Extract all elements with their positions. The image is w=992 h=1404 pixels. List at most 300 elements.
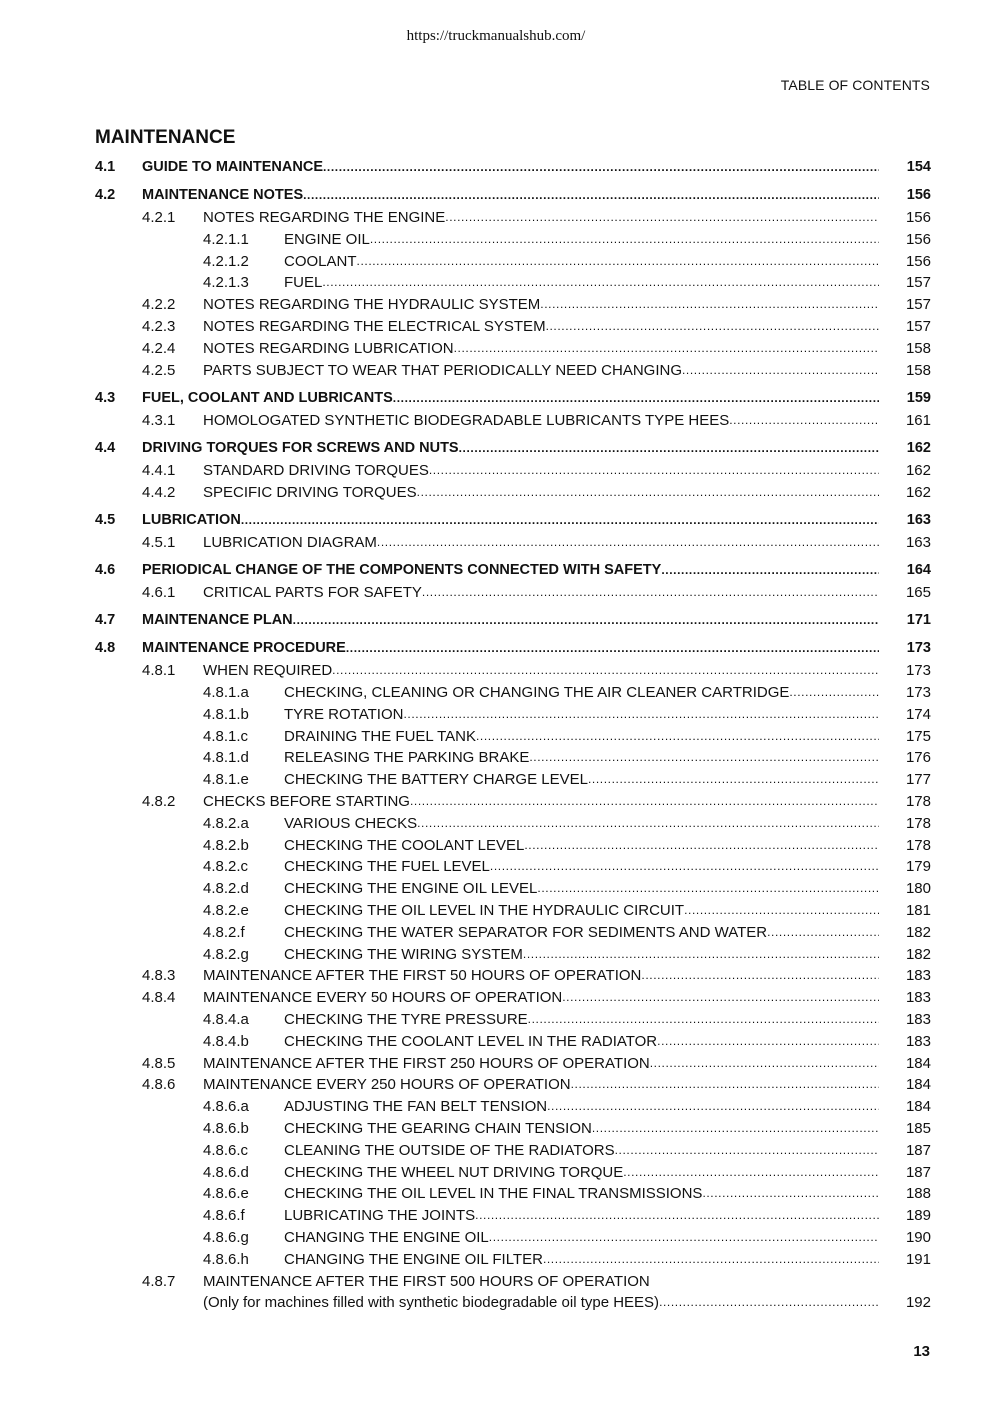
dot-leader [528, 1009, 879, 1031]
toc-entry[interactable] [95, 438, 931, 460]
toc-entry-page: 163 [905, 533, 931, 551]
toc-entry-leader [284, 704, 879, 726]
toc-entry-title: CRITICAL PARTS FOR SAFETY [203, 583, 422, 601]
toc-entry[interactable] [95, 1271, 931, 1315]
toc-entry-leader [284, 1031, 879, 1053]
toc-entry-leader [142, 638, 879, 660]
toc-entry-page: 173 [906, 640, 931, 657]
toc-entry-title: NOTES REGARDING THE ELECTRICAL SYSTEM [203, 318, 546, 336]
toc-entry-title: FUEL, COOLANT AND LUBRICANTS [142, 389, 393, 406]
dot-leader [370, 229, 879, 251]
toc-entry[interactable] [95, 1183, 931, 1205]
toc-entry-page: 156 [905, 209, 931, 227]
dot-leader [523, 944, 879, 966]
dot-leader [615, 1140, 879, 1162]
dot-leader [377, 532, 879, 554]
toc-entry[interactable] [95, 747, 931, 769]
toc-entry-page: 184 [905, 1054, 931, 1072]
dot-leader [393, 388, 879, 410]
toc-entry-page: 174 [905, 705, 931, 723]
toc-entry-leader [142, 185, 879, 207]
section-title: MAINTENANCE [95, 127, 236, 148]
toc-entry-leader [284, 1140, 879, 1162]
toc-entry-title: CHECKING THE BATTERY CHARGE LEVEL [284, 771, 588, 789]
toc-entry-page: 157 [905, 296, 931, 314]
dot-leader [650, 1053, 879, 1075]
toc-entry[interactable] [95, 987, 931, 1009]
toc-entry-page: 187 [905, 1141, 931, 1159]
toc-entry[interactable] [95, 1249, 931, 1271]
toc-entry[interactable] [95, 251, 931, 273]
toc-entry-leader [284, 747, 879, 769]
toc-entry-leader [284, 856, 879, 878]
toc-entry-leader [203, 460, 879, 482]
toc-entry-leader [203, 987, 879, 1009]
dot-leader [641, 965, 879, 987]
toc-entry-page: 184 [905, 1098, 931, 1116]
dot-leader [623, 1162, 879, 1184]
toc-entry-number: 4.8.1.e [203, 771, 249, 789]
toc-entry-leader [284, 769, 879, 791]
toc-entry[interactable] [95, 482, 931, 504]
toc-entry-title: CHECKING THE WHEEL NUT DRIVING TORQUE [284, 1163, 624, 1181]
toc-entry-page: 182 [905, 923, 931, 941]
toc-entry[interactable] [95, 878, 931, 900]
toc-entry-number: 4.8.6.d [203, 1163, 249, 1181]
toc-entry-page: 183 [905, 1032, 931, 1050]
toc-entry[interactable] [95, 1205, 931, 1227]
toc-entry-title: MAINTENANCE AFTER THE FIRST 250 HOURS OF OPERATION [203, 1054, 650, 1072]
toc-entry-title: MAINTENANCE EVERY 50 HOURS OF OPERATION [203, 989, 563, 1007]
toc-entry-title: MAINTENANCE PROCEDURE [142, 640, 346, 657]
toc-entry[interactable] [95, 638, 931, 660]
toc-entry-page: 158 [905, 361, 931, 379]
toc-entry-leader [203, 338, 879, 360]
toc-entry-leader [142, 157, 879, 179]
toc-entry-number: 4.8.2.f [203, 923, 245, 941]
toc-entry[interactable] [95, 532, 931, 554]
toc-entry[interactable] [95, 410, 931, 432]
toc-entry[interactable] [95, 726, 931, 748]
dot-leader [529, 747, 879, 769]
toc-entry-title: MAINTENANCE EVERY 250 HOURS OF OPERATION [203, 1076, 571, 1094]
dot-leader [475, 1205, 879, 1227]
toc-entry-leader [203, 410, 879, 432]
toc-entry-number: 4.3 [95, 389, 116, 406]
toc-entry-leader [203, 207, 879, 229]
toc-entry-title: LUBRICATION DIAGRAM [203, 533, 377, 551]
toc-entry-page: 165 [905, 583, 931, 601]
toc-entry-leader [142, 610, 879, 632]
toc-entry-leader [284, 1205, 879, 1227]
toc-entry-page: 190 [905, 1228, 931, 1246]
toc-entry-page: 162 [905, 461, 931, 479]
toc-entry-page: 161 [905, 411, 931, 429]
toc-entry[interactable] [95, 791, 931, 813]
toc-entry-title: CHECKING THE COOLANT LEVEL IN THE RADIATOR [284, 1032, 658, 1050]
dot-leader [459, 438, 879, 460]
toc-entry-leader [284, 922, 879, 944]
toc-entry-title: ADJUSTING THE FAN BELT TENSION [284, 1098, 548, 1116]
dot-leader [445, 207, 879, 229]
toc-entry-number: 4.8.7 [142, 1272, 176, 1290]
dot-leader [540, 294, 879, 316]
toc-entry-title: ENGINE OIL [284, 230, 370, 248]
toc-entry-number: 4.8.5 [142, 1054, 176, 1072]
dot-leader [323, 157, 879, 179]
toc-entry-title: SPECIFIC DRIVING TORQUES [203, 483, 417, 501]
toc-entry-title: PARTS SUBJECT TO WEAR THAT PERIODICALLY NEED CHANGING [203, 361, 682, 379]
toc-entry-leader [284, 1249, 879, 1271]
toc-entry-title: CHECKING THE GEARING CHAIN TENSION [284, 1119, 592, 1137]
dot-leader [657, 1031, 879, 1053]
toc-entry-page: 181 [905, 902, 931, 919]
toc-entry-leader [284, 1183, 879, 1205]
toc-entry-title: CHECKING THE TYRE PRESSURE [284, 1010, 528, 1028]
toc-entry-title: CHECKING, CLEANING OR CHANGING THE AIR CLEANER CARTRIDGE [284, 684, 790, 702]
toc-entry[interactable] [95, 388, 931, 410]
toc-entry-number: 4.8.6.e [203, 1185, 249, 1203]
toc-entry-leader [203, 660, 879, 682]
toc-entry-number: 4.4.1 [142, 461, 176, 479]
toc-entry-title: CHECKING THE COOLANT LEVEL [284, 836, 525, 854]
toc-entry[interactable] [95, 1140, 931, 1162]
toc-entry-number: 4.4 [95, 440, 116, 457]
toc-entry[interactable] [95, 360, 931, 382]
toc-entry-title: NOTES REGARDING LUBRICATION [203, 339, 454, 357]
toc-entry-title: FUEL [284, 274, 323, 292]
toc-entry-number: 4.8.2.e [203, 902, 249, 919]
toc-entry-leader [284, 1227, 879, 1249]
toc-entry-leader [203, 294, 879, 316]
toc-entry-number: 4.8.2 [142, 793, 176, 811]
toc-entry-title: DRAINING THE FUEL TANK [284, 727, 476, 745]
toc-entry-number: 4.8.2.c [203, 858, 249, 876]
toc-entry-number: 4.8.3 [142, 967, 176, 985]
toc-entry[interactable] [95, 856, 931, 878]
toc-entry-title: LUBRICATION [142, 511, 241, 528]
toc-entry-page: 183 [905, 1010, 931, 1028]
page-number: 13 [913, 1343, 930, 1360]
toc-entry-leader [284, 835, 879, 857]
toc-entry-title: COOLANT [284, 252, 357, 270]
toc-entry-page: 154 [906, 159, 931, 175]
dot-leader [417, 482, 879, 504]
toc-entry[interactable] [95, 965, 931, 987]
toc-entry-title: NOTES REGARDING THE HYDRAULIC SYSTEM [203, 296, 541, 314]
toc-entry[interactable] [95, 510, 931, 532]
toc-entry-title: PERIODICAL CHANGE OF THE COMPONENTS CONNECTED WITH SAFETY [142, 562, 662, 579]
dot-leader [429, 460, 879, 482]
toc-entry[interactable] [95, 582, 931, 604]
toc-entry-number: 4.8.4 [142, 989, 176, 1007]
toc-entry-number: 4.2.5 [142, 361, 176, 379]
dot-leader [357, 251, 879, 273]
toc-entry-number: 4.5.1 [142, 533, 176, 551]
toc-entry[interactable] [95, 185, 931, 207]
toc-entry-title: MAINTENANCE NOTES [142, 187, 304, 204]
toc-entry-title: WHEN REQUIRED [203, 662, 333, 680]
toc-entry-leader [142, 510, 879, 532]
toc-entry[interactable] [95, 229, 931, 251]
toc-entry-page: 158 [905, 339, 931, 357]
toc-entry-number: 4.8.6.c [203, 1141, 249, 1159]
toc-entry[interactable] [95, 835, 931, 857]
toc-entry-title: CHECKS BEFORE STARTING [203, 793, 410, 811]
dot-leader [588, 769, 879, 791]
toc-entry-number: 4.8.6.f [203, 1207, 245, 1225]
toc-entry-number: 4.2.3 [142, 318, 176, 336]
toc-entry-leader [142, 560, 879, 582]
toc-entry-page: 173 [905, 684, 931, 702]
dot-leader [546, 316, 879, 338]
dot-leader [417, 813, 879, 835]
toc-entry[interactable] [95, 560, 931, 582]
dot-leader [682, 360, 879, 382]
toc-entry-leader [284, 229, 879, 251]
running-head: TABLE OF CONTENTS [780, 77, 930, 93]
toc-entry[interactable] [95, 922, 931, 944]
toc-entry-leader [284, 1096, 879, 1118]
toc-entry-title: MAINTENANCE PLAN [142, 612, 293, 629]
toc-entry[interactable] [95, 1227, 931, 1249]
toc-entry-leader [284, 272, 879, 294]
toc-entry-page: 189 [905, 1207, 931, 1225]
toc-entry-page: 163 [906, 511, 931, 528]
toc-entry-number: 4.2.1.2 [203, 252, 249, 270]
toc-entry-number: 4.8.1.a [203, 684, 249, 702]
toc-entry-leader [203, 791, 879, 813]
toc-entry-page: 175 [905, 727, 931, 745]
toc-entry[interactable] [95, 769, 931, 791]
toc-entry-leader [203, 532, 879, 554]
dot-leader [346, 638, 879, 660]
dot-leader [537, 878, 879, 900]
toc-entry-number: 4.8.1.d [203, 749, 249, 767]
toc-entry[interactable] [95, 610, 931, 632]
dot-leader [489, 1227, 879, 1249]
dot-leader [322, 272, 879, 294]
toc-entry[interactable] [95, 460, 931, 482]
dot-leader [490, 856, 879, 878]
toc-entry-leader [284, 813, 879, 835]
toc-entry-page: 171 [906, 612, 931, 629]
toc-entry-leader [284, 1009, 879, 1031]
toc-entry-page: 162 [906, 440, 931, 457]
toc-entry-number: 4.6.1 [142, 583, 176, 601]
dot-leader [543, 1249, 879, 1271]
dot-leader [789, 682, 879, 704]
toc-entry-leader [284, 251, 879, 273]
toc-entry-leader [284, 878, 879, 900]
toc-entry-page: 157 [905, 318, 931, 336]
toc-entry-number: 4.2.2 [142, 296, 176, 314]
toc-entry-leader [203, 1053, 879, 1075]
toc-entry-number: 4.8.1.b [203, 705, 249, 723]
toc-entry-title: VARIOUS CHECKS [284, 814, 418, 832]
toc-entry-leader [203, 965, 879, 987]
toc-entry[interactable] [95, 944, 931, 966]
toc-entry-number: 4.2 [95, 187, 116, 204]
dot-leader [403, 704, 879, 726]
toc-entry-leader [284, 944, 879, 966]
toc-entry-title: RELEASING THE PARKING BRAKE [284, 749, 530, 767]
toc-entry-number: 4.8.2.d [203, 880, 249, 898]
toc-entry-title: STANDARD DRIVING TORQUES [203, 461, 429, 479]
toc-entry-leader [284, 900, 879, 922]
toc-entry[interactable] [95, 1053, 931, 1075]
toc-entry-number: 4.4.2 [142, 483, 176, 501]
dot-leader [241, 510, 879, 532]
toc-entry-page: 178 [905, 814, 931, 832]
toc-entry-title: GUIDE TO MAINTENANCE [142, 159, 323, 175]
toc-entry-number: 4.8.6.g [203, 1228, 249, 1246]
dot-leader [410, 791, 879, 813]
toc-entry-number: 4.7 [95, 612, 116, 629]
dot-leader [767, 922, 879, 944]
dot-leader [293, 610, 879, 632]
toc-entry-page: 187 [905, 1163, 931, 1181]
toc-entry-page: 156 [905, 252, 931, 270]
toc-entry-number: 4.1 [95, 159, 116, 175]
toc-entry[interactable] [95, 1118, 931, 1140]
toc-entry-page: 182 [905, 945, 931, 963]
toc-entry-leader [284, 726, 879, 748]
toc-entry-leader [284, 682, 879, 704]
toc-entry-page: 183 [905, 989, 931, 1007]
toc-entry-title: CLEANING THE OUTSIDE OF THE RADIATORS [284, 1141, 615, 1159]
toc-entry-page: 157 [905, 274, 931, 292]
source-url[interactable]: https://truckmanualshub.com/ [406, 28, 586, 44]
toc-entry-page: 185 [905, 1119, 931, 1137]
toc-entry-title: CHECKING THE ENGINE OIL LEVEL [284, 880, 538, 898]
dot-leader [659, 1292, 879, 1314]
toc-entry[interactable] [95, 316, 931, 338]
toc-entry-number: 4.2.1.3 [203, 274, 249, 292]
toc-entry-title: MAINTENANCE AFTER THE FIRST 500 HOURS OF OPERATION [203, 1272, 650, 1290]
toc-entry-number: 4.8.6.h [203, 1250, 249, 1268]
toc-entry-number: 4.8.2.g [203, 945, 249, 963]
toc-entry-leader [142, 388, 879, 410]
toc-entry-title: DRIVING TORQUES FOR SCREWS AND NUTS [142, 440, 459, 457]
toc-entry-title: CHECKING THE OIL LEVEL IN THE HYDRAULIC CIRCUIT [284, 902, 685, 919]
toc-entry-leader [203, 1292, 879, 1314]
toc-entry[interactable] [95, 1096, 931, 1118]
toc-entry-title: CHECKING THE OIL LEVEL IN THE FINAL TRANSMISSIONS [284, 1185, 703, 1203]
toc-entry-title: CHANGING THE ENGINE OIL FILTER [284, 1250, 543, 1268]
toc-entry-number: 4.3.1 [142, 411, 176, 429]
toc-entry-leader [284, 1162, 879, 1184]
toc-entry[interactable] [95, 272, 931, 294]
toc-entry-number: 4.2.4 [142, 339, 176, 357]
toc-entry-page: 179 [905, 858, 931, 876]
toc-entry-leader [142, 438, 879, 460]
toc-entry-number: 4.2.1 [142, 209, 176, 227]
table-of-contents [95, 157, 931, 1314]
toc-entry-title-continued: (Only for machines filled with synthetic biodegradable oil type HEES) [203, 1294, 660, 1312]
toc-entry-title: MAINTENANCE AFTER THE FIRST 50 HOURS OF OPERATION [203, 967, 642, 985]
dot-leader [524, 835, 879, 857]
toc-entry[interactable] [95, 900, 931, 922]
toc-entry[interactable] [95, 1074, 931, 1096]
toc-entry-leader [203, 360, 879, 382]
toc-entry-page: 178 [905, 836, 931, 854]
dot-leader [303, 185, 879, 207]
toc-entry-number: 4.8.2.b [203, 836, 249, 854]
toc-entry-number: 4.2.1.1 [203, 230, 249, 248]
toc-entry-page: 192 [905, 1294, 931, 1312]
toc-entry-number: 4.8.4.b [203, 1032, 249, 1050]
toc-entry-page: 164 [906, 562, 931, 579]
toc-entry[interactable] [95, 338, 931, 360]
toc-entry-title: CHECKING THE FUEL LEVEL [284, 858, 490, 876]
dot-leader [592, 1118, 879, 1140]
toc-entry-page: 184 [905, 1076, 931, 1094]
toc-entry-number: 4.8 [95, 640, 116, 657]
toc-entry[interactable] [95, 682, 931, 704]
dot-leader [422, 582, 879, 604]
toc-entry-page: 159 [906, 389, 931, 406]
toc-entry-page: 191 [905, 1250, 931, 1268]
toc-entry-number: 4.8.6 [142, 1076, 176, 1094]
toc-entry[interactable] [95, 207, 931, 229]
toc-entry[interactable] [95, 704, 931, 726]
toc-entry-page: 180 [905, 880, 931, 898]
dot-leader [476, 726, 879, 748]
dot-leader [571, 1074, 879, 1096]
toc-entry-title: CHECKING THE WATER SEPARATOR FOR SEDIMENTS AND WATER [284, 923, 768, 941]
toc-entry[interactable] [95, 294, 931, 316]
dot-leader [684, 900, 879, 922]
toc-entry-page: 156 [906, 187, 931, 204]
toc-entry-page: 156 [905, 230, 931, 248]
toc-entry-page: 178 [905, 793, 931, 811]
toc-entry-page: 183 [905, 967, 931, 985]
toc-entry-leader [203, 1074, 879, 1096]
toc-entry-page: 176 [905, 749, 931, 767]
dot-leader [562, 987, 879, 1009]
toc-entry-number: 4.8.1.c [203, 727, 249, 745]
toc-entry-leader [284, 1118, 879, 1140]
toc-entry[interactable] [95, 813, 931, 835]
toc-entry-leader [203, 482, 879, 504]
dot-leader [661, 560, 879, 582]
dot-leader [729, 410, 879, 432]
dot-leader [547, 1096, 879, 1118]
toc-entry-page: 188 [905, 1185, 931, 1203]
toc-entry-number: 4.5 [95, 511, 116, 528]
toc-entry-leader [203, 582, 879, 604]
toc-entry[interactable] [95, 1162, 931, 1184]
toc-entry[interactable] [95, 1031, 931, 1053]
dot-leader [702, 1183, 879, 1205]
toc-entry-title: NOTES REGARDING THE ENGINE [203, 209, 446, 227]
dot-leader [454, 338, 879, 360]
toc-entry-title: CHECKING THE WIRING SYSTEM [284, 945, 523, 963]
toc-entry[interactable] [95, 1009, 931, 1031]
toc-entry-number: 4.8.6.a [203, 1098, 249, 1116]
toc-entry-title: CHANGING THE ENGINE OIL [284, 1228, 489, 1246]
toc-entry-title: TYRE ROTATION [284, 705, 404, 723]
toc-entry[interactable] [95, 157, 931, 179]
toc-entry[interactable] [95, 660, 931, 682]
toc-entry-number: 4.8.6.b [203, 1119, 249, 1137]
toc-entry-page: 177 [905, 771, 931, 789]
dot-leader [332, 660, 879, 682]
toc-entry-number: 4.6 [95, 562, 116, 579]
toc-entry-title: LUBRICATING THE JOINTS [284, 1207, 476, 1225]
toc-entry-number: 4.8.4.a [203, 1010, 249, 1028]
